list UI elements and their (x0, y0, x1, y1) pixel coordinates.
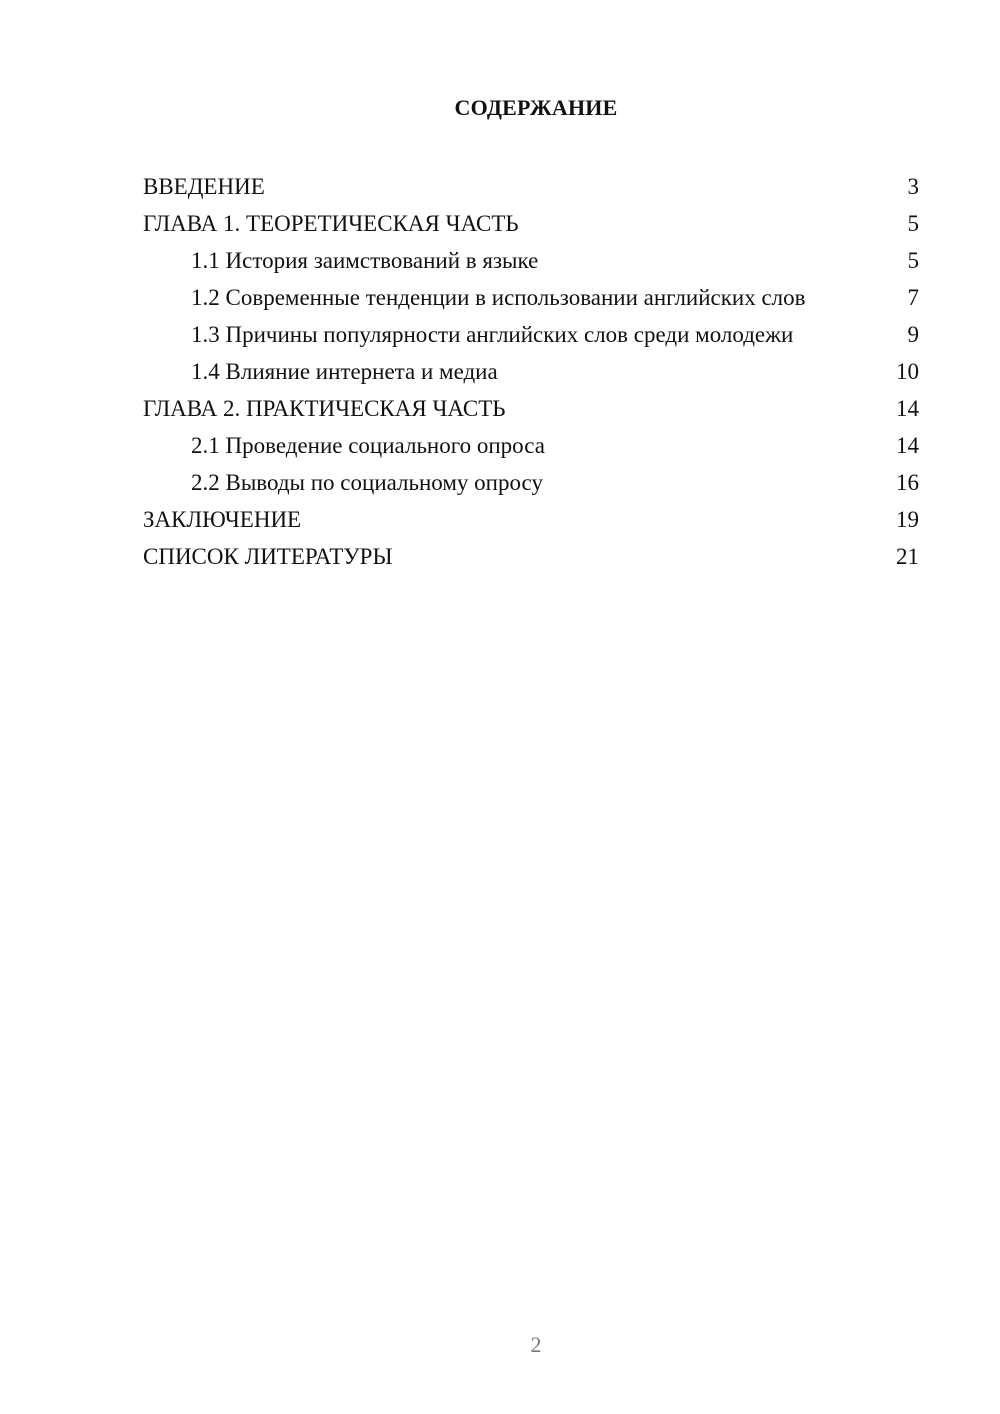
toc-entry-title: СПИСОК ЛИТЕРАТУРЫ (143, 544, 393, 569)
toc-entry-page: 5 (907, 211, 919, 236)
toc-entry-section-1-1[interactable] (143, 242, 919, 279)
table-of-contents (143, 168, 919, 575)
toc-entry-section-1-4[interactable] (143, 353, 919, 390)
toc-entry-title: 2.1 Проведение социального опроса (191, 433, 545, 458)
toc-entry-page: 16 (896, 470, 919, 495)
toc-entry-title: 1.1 История заимствований в языке (191, 248, 539, 273)
toc-entry-section-1-2[interactable] (143, 279, 919, 316)
toc-entry-conclusion[interactable] (143, 501, 919, 538)
toc-entry-chapter-2[interactable] (143, 390, 919, 427)
toc-entry-title: 1.2 Современные тенденции в использовании английских слов (191, 285, 806, 310)
toc-entry-page: 3 (907, 174, 919, 199)
page-number: 2 (530, 1332, 542, 1357)
toc-entry-section-2-1[interactable] (143, 427, 919, 464)
toc-entry-page: 5 (907, 248, 919, 273)
toc-entry-title: 2.2 Выводы по социальному опросу (191, 470, 543, 495)
toc-entry-title: ГЛАВА 1. ТЕОРЕТИЧЕСКАЯ ЧАСТЬ (143, 211, 519, 236)
toc-entry-title: 1.4 Влияние интернета и медиа (191, 359, 498, 384)
toc-entry-page: 9 (907, 322, 919, 347)
toc-entry-page: 14 (896, 433, 919, 458)
toc-entry-title: ГЛАВА 2. ПРАКТИЧЕСКАЯ ЧАСТЬ (143, 396, 506, 421)
toc-entry-title: 1.3 Причины популярности английских слов среди молодежи (191, 322, 794, 347)
toc-entry-page: 19 (896, 507, 919, 532)
toc-entry-page: 7 (907, 285, 919, 310)
toc-entry-title: ЗАКЛЮЧЕНИЕ (143, 507, 302, 532)
toc-entry-introduction[interactable] (143, 168, 919, 205)
toc-entry-page: 10 (896, 359, 919, 384)
toc-entry-section-1-3[interactable] (143, 316, 919, 353)
toc-entry-page: 14 (896, 396, 919, 421)
toc-entry-section-2-2[interactable] (143, 464, 919, 501)
page-title: СОДЕРЖАНИЕ (454, 95, 618, 120)
toc-entry-bibliography[interactable] (143, 538, 919, 575)
toc-entry-page: 21 (896, 544, 919, 569)
toc-entry-title: ВВЕДЕНИЕ (143, 174, 265, 199)
toc-entry-chapter-1[interactable] (143, 205, 919, 242)
